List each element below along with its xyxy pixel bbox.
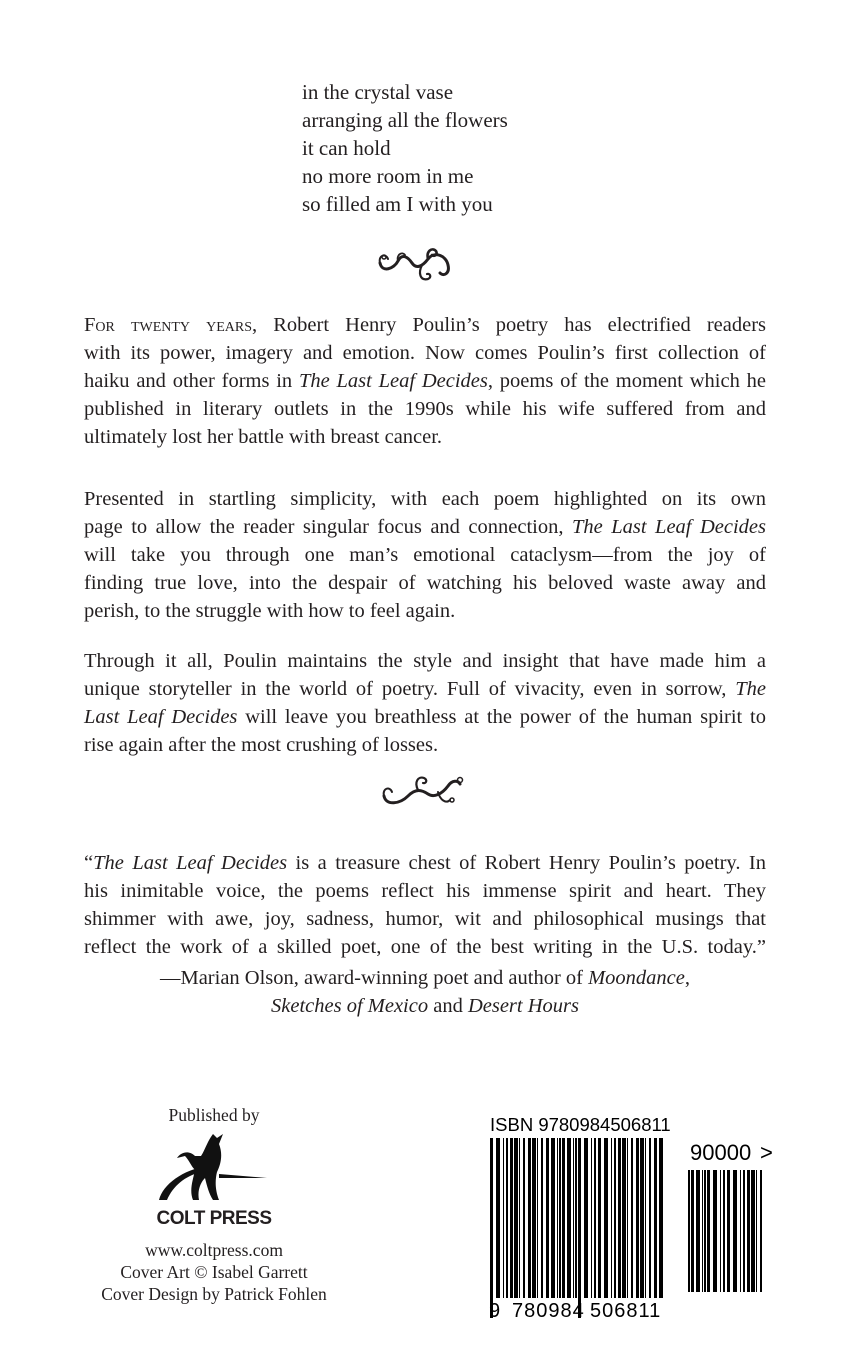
barcode-bar — [523, 1138, 525, 1298]
barcode-bar — [627, 1138, 628, 1298]
price-code: 90000 — [690, 1140, 752, 1165]
text-line — [84, 367, 766, 395]
description-paragraph-2 — [84, 485, 766, 625]
text-segment: “ — [84, 852, 94, 874]
text-segment: reflect the work of a skilled poet, one of the best writing in the U.S. today.” — [84, 936, 766, 958]
barcode-bar — [514, 1138, 518, 1298]
text-segment: published in literary outlets in the 1990s while his wife suffered from and — [84, 398, 766, 420]
barcode-bar — [704, 1170, 706, 1292]
barcode-bar — [720, 1170, 721, 1292]
barcode-bar — [747, 1170, 750, 1292]
text-segment: shimmer with awe, joy, sadness, humor, wit and philosophical musings that — [84, 908, 766, 930]
barcode-bar — [702, 1170, 703, 1292]
barcode-left-digits: 780984 — [512, 1300, 585, 1322]
text-segment: will take you through one man’s emotional cataclysm—from the joy of — [84, 544, 766, 566]
barcode-bar — [611, 1138, 612, 1298]
barcode-bar — [503, 1138, 504, 1298]
barcode-bar — [562, 1138, 565, 1298]
barcode-bar — [584, 1138, 588, 1298]
barcode-bar — [490, 1138, 493, 1318]
italic-title: Sketches of Mexico — [271, 995, 429, 1017]
barcode-bar — [691, 1170, 694, 1292]
review-attribution — [84, 964, 766, 1020]
text-segment: ultimately lost her battle with breast cancer. — [84, 426, 443, 448]
barcode-bar — [537, 1138, 538, 1298]
text-segment: , — [684, 967, 691, 989]
barcode-bar — [743, 1170, 745, 1292]
review-quote — [84, 849, 766, 961]
text-segment: For twenty years, — [84, 314, 258, 336]
publisher-info — [84, 1104, 344, 1305]
barcode-bar — [645, 1138, 646, 1298]
barcode-first-digit: 9 — [489, 1300, 501, 1322]
barcode-bar — [575, 1138, 577, 1298]
barcode-bars — [490, 1138, 670, 1318]
barcode-bar — [614, 1138, 616, 1298]
published-by-label: Published by — [168, 1105, 260, 1125]
barcode-bar — [598, 1138, 601, 1298]
poem-line: no more room in me — [302, 164, 474, 188]
barcode-bar — [696, 1170, 700, 1292]
barcode-bar — [740, 1170, 741, 1292]
colt-horse-logo-icon — [149, 1130, 279, 1208]
poem — [302, 78, 508, 218]
text-line — [84, 423, 766, 451]
barcode-bar — [751, 1170, 755, 1292]
barcode-bar — [707, 1170, 710, 1292]
italic-title: The — [735, 678, 766, 700]
barcode-bar — [541, 1138, 543, 1298]
cover-design-credit: Cover Design by Patrick Fohlen — [101, 1284, 327, 1304]
barcode-bar — [496, 1138, 500, 1298]
barcode-bar — [649, 1138, 651, 1298]
barcode-bar — [631, 1138, 633, 1298]
barcode-bar — [551, 1138, 555, 1298]
barcode-bar — [713, 1170, 717, 1292]
text-segment: finding true love, into the despair of watching his beloved waste away and — [84, 572, 766, 594]
barcode-bar — [546, 1138, 549, 1298]
text-line — [84, 647, 766, 675]
barcode-bar — [578, 1138, 581, 1318]
poem-line: so filled am I with you — [302, 192, 493, 216]
text-line — [84, 513, 766, 541]
text-line — [84, 569, 766, 597]
text-segment: —Marian Olson, award-winning poet and author of — [159, 967, 589, 989]
italic-title: The Last Leaf Decides — [93, 852, 288, 874]
text-line — [84, 731, 766, 759]
barcode-bar — [510, 1138, 513, 1298]
barcode-bar — [756, 1170, 757, 1292]
italic-title: Moondance — [588, 967, 685, 989]
barcode-bar — [506, 1138, 508, 1298]
text-segment: Through it all, Poulin maintains the style and insight that have made him a — [84, 650, 766, 672]
italic-title: The Last Leaf Decides — [571, 516, 767, 538]
text-segment: is a treasure chest of Robert Henry Poulin’s poetry. In — [287, 852, 766, 874]
text-segment: unique storyteller in the world of poetry. Full of vivacity, even in sorrow, — [84, 678, 736, 700]
barcode-bar — [559, 1138, 561, 1298]
text-segment: will leave you breathless at the power of the human spirit to — [237, 706, 766, 728]
barcode-bar — [557, 1138, 558, 1298]
text-line — [84, 675, 766, 703]
barcode-bar — [618, 1138, 621, 1298]
barcode-bar — [640, 1138, 644, 1298]
text-segment: perish, to the struggle with how to feel again. — [84, 600, 456, 622]
description-paragraph-1 — [84, 311, 766, 451]
italic-title: The Last Leaf Decides — [298, 370, 488, 392]
text-line — [84, 703, 766, 731]
text-segment: and — [428, 995, 468, 1017]
publisher-name: COLT PRESS — [156, 1208, 272, 1229]
barcode-bar — [727, 1170, 730, 1292]
isbn-label: ISBN 9780984506811 — [490, 1114, 671, 1135]
barcode-bar — [636, 1138, 639, 1298]
poem-line: it can hold — [302, 136, 391, 160]
text-line — [84, 339, 766, 367]
price-arrow: > — [760, 1140, 773, 1165]
text-segment: Presented in startling simplicity, with each poem highlighted on its own — [84, 488, 766, 510]
price-barcode-bars — [688, 1170, 768, 1294]
text-line — [84, 964, 766, 992]
text-segment: rise again after the most crushing of losses. — [84, 734, 439, 756]
text-line — [84, 395, 766, 423]
text-line — [84, 849, 766, 877]
italic-title: Desert Hours — [467, 995, 579, 1017]
barcode-bar — [622, 1138, 626, 1298]
text-segment: page to allow the reader singular focus and connection, — [84, 516, 572, 538]
text-line — [84, 933, 766, 961]
poem-line: arranging all the flowers — [302, 108, 508, 132]
text-segment: his inimitable voice, the poems reflect his immense spirit and heart. They — [84, 880, 766, 902]
flourish-ornament-icon — [372, 243, 462, 285]
barcode-right-digits: 506811 — [590, 1300, 662, 1322]
text-line — [84, 597, 766, 625]
flourish-ornament-icon — [378, 770, 468, 812]
poem-line: in the crystal vase — [302, 80, 454, 104]
barcode-bar — [654, 1138, 657, 1298]
barcode-bar — [604, 1138, 608, 1298]
text-line — [84, 905, 766, 933]
text-line — [84, 992, 766, 1020]
barcode-bar — [573, 1138, 574, 1298]
barcode-bar — [723, 1170, 725, 1292]
barcode-bar — [519, 1138, 520, 1298]
barcode-bar — [567, 1138, 571, 1298]
text-segment: , poems of the moment which he — [487, 370, 766, 392]
text-line — [84, 541, 766, 569]
text-segment: with its power, imagery and emotion. Now comes Poulin’s first collection of — [84, 342, 766, 364]
barcode-bar — [591, 1138, 592, 1298]
barcode-bar — [760, 1170, 762, 1292]
italic-title: Last Leaf Decides — [84, 706, 238, 728]
text-line — [84, 485, 766, 513]
publisher-website[interactable]: www.coltpress.com — [145, 1240, 283, 1260]
barcode-bar — [594, 1138, 596, 1298]
barcode-bar — [688, 1170, 690, 1292]
text-line — [84, 311, 766, 339]
cover-art-credit: Cover Art © Isabel Garrett — [120, 1262, 308, 1282]
text-line — [84, 877, 766, 905]
text-segment: Robert Henry Poulin’s poetry has electrified readers — [257, 314, 766, 336]
barcode-bar — [659, 1138, 663, 1298]
barcode-bar — [528, 1138, 531, 1298]
text-segment: haiku and other forms in — [84, 370, 299, 392]
description-paragraph-3 — [84, 647, 766, 759]
barcode-bar — [733, 1170, 737, 1292]
barcode-bar — [532, 1138, 536, 1298]
